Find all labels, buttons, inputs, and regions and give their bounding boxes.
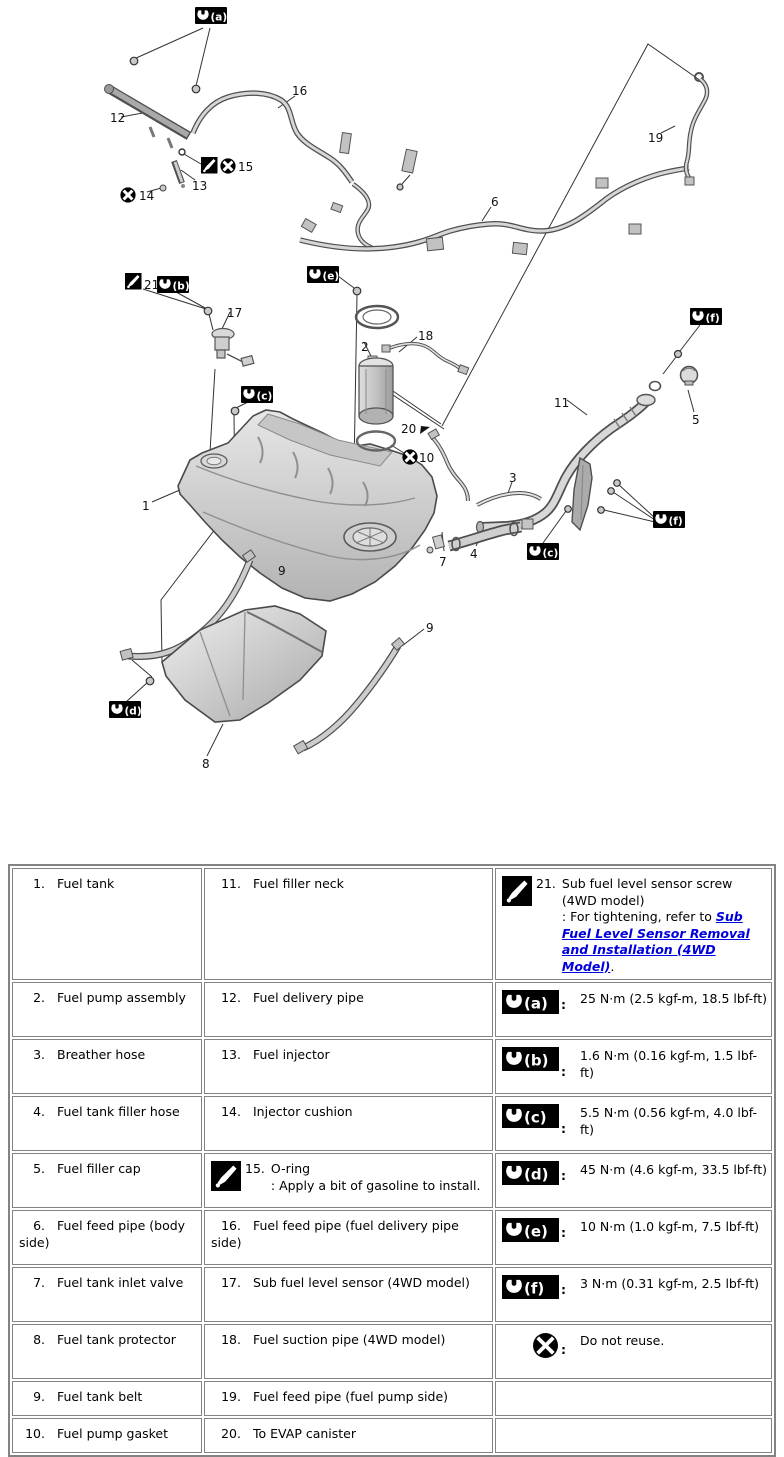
torque-letter: (b)	[524, 1051, 549, 1070]
part-cell-15	[204, 1153, 493, 1208]
torque-letter: (e)	[322, 270, 340, 283]
part-cell-6	[12, 1210, 202, 1265]
item-text: Breather hose	[57, 1047, 146, 1062]
table-row	[12, 1418, 772, 1453]
torque-letter: (a)	[210, 11, 228, 24]
torque-spec: 25 N·m (2.5 kgf-m, 18.5 lbf-ft)	[580, 991, 768, 1006]
part-cell-18	[204, 1324, 493, 1379]
note-text	[562, 876, 767, 975]
part-cell-7	[12, 1267, 202, 1322]
part-label-5: 5	[692, 413, 700, 427]
part-label-13: 13	[192, 179, 208, 193]
part-cell-14	[204, 1096, 493, 1151]
item-text: Fuel tank inlet valve	[57, 1275, 184, 1290]
table-row	[12, 1153, 772, 1208]
part-label-7: 7	[439, 555, 447, 569]
torque-letter: (e)	[524, 1222, 548, 1241]
part-label-4: 4	[470, 547, 478, 561]
item-text: Fuel delivery pipe	[253, 990, 364, 1005]
hose-clamp-icon	[650, 382, 661, 391]
fuel-suction-pipe-shape	[382, 344, 469, 375]
do-not-reuse-icon	[532, 1332, 559, 1359]
part-label-6: 6	[491, 195, 499, 209]
part-cell-16	[204, 1210, 493, 1265]
item-number: 8.	[33, 1332, 45, 1347]
part-label-9: 9	[278, 564, 286, 578]
part-label-15: 15	[238, 160, 254, 174]
torque-wrench-badge-c	[502, 1104, 559, 1128]
torque-cell-d	[495, 1153, 772, 1208]
torque-letter: (f)	[705, 312, 720, 325]
fuel-filler-cap-shape	[681, 367, 698, 386]
torque-badge-b	[157, 276, 190, 293]
torque-wrench-badge-b	[502, 1047, 559, 1071]
torque-cell-a	[495, 982, 772, 1037]
item-number: 12.	[221, 990, 241, 1005]
table-row	[12, 868, 772, 980]
part-cell-11	[204, 868, 493, 980]
torque-cell-c	[495, 1096, 772, 1151]
part-cell-12	[204, 982, 493, 1037]
torque-badge-f1	[690, 308, 722, 325]
note-cell-21	[495, 868, 772, 980]
item-number: 6.	[33, 1218, 45, 1233]
torque-letter: (c)	[524, 1108, 547, 1127]
item-number: 5.	[33, 1161, 45, 1176]
item-number: 17.	[221, 1275, 241, 1290]
torque-badge-c1	[241, 386, 273, 403]
torque-spec: 45 N·m (4.6 kgf-m, 33.5 lbf-ft)	[580, 1162, 768, 1177]
torque-letter: (d)	[124, 705, 142, 718]
item-text: Fuel tank filler hose	[57, 1104, 180, 1119]
part-label-17: 17	[227, 306, 243, 320]
note-line: : Apply a bit of gasoline to install.	[270, 1177, 481, 1193]
note-suffix: .	[610, 958, 615, 974]
colon: :	[561, 1120, 566, 1136]
torque-letter: (c)	[256, 390, 273, 403]
item-text: Fuel feed pipe (fuel delivery pipe side)	[211, 1218, 459, 1250]
part-label-18: 18	[418, 329, 434, 343]
item-text: Fuel feed pipe (body side)	[19, 1218, 186, 1250]
sub-fuel-level-sensor-link[interactable]: Sub Fuel Level Sensor Removal and Installation (4WD Model)	[561, 909, 750, 974]
torque-cell-e	[495, 1210, 772, 1265]
torque-badge-c2	[527, 543, 559, 560]
sealant-icon	[211, 1161, 241, 1191]
colon: :	[561, 1224, 566, 1240]
torque-spec: 3 N·m (0.31 kgf-m, 2.5 lbf-ft)	[580, 1276, 760, 1291]
item-number: 19.	[221, 1389, 241, 1404]
colon: :	[561, 1167, 566, 1183]
item-text: To EVAP canister	[253, 1426, 357, 1441]
part-cell-10	[12, 1418, 202, 1453]
fuel-tank-protector-shape	[162, 606, 326, 722]
item-text: Fuel pump gasket	[57, 1426, 168, 1441]
do-not-reuse-icon	[402, 449, 417, 464]
note-prefix: : For tightening, refer to	[561, 909, 716, 924]
table-row	[12, 1267, 772, 1322]
breather-hose-shape	[477, 493, 541, 505]
empty-cell	[495, 1381, 772, 1416]
part-label-3: 3	[509, 471, 517, 485]
colon: :	[561, 1341, 566, 1357]
item-text: Fuel filler neck	[253, 876, 344, 891]
part-label-19: 19	[648, 131, 664, 145]
torque-wrench-badge-d	[502, 1161, 559, 1185]
item-number: 20.	[221, 1426, 241, 1441]
item-number: 14.	[221, 1104, 241, 1119]
item-text: Fuel pump assembly	[57, 990, 186, 1005]
colon: :	[561, 996, 566, 1012]
fuel-tank-shape	[178, 410, 437, 601]
torque-letter: (c)	[542, 547, 559, 560]
part-cell-9	[12, 1381, 202, 1416]
part-label-20: 20	[401, 422, 417, 436]
part-label-2: 2	[361, 340, 369, 354]
part-label-14: 14	[139, 189, 155, 203]
table-row	[12, 1039, 772, 1094]
torque-spec: 10 N·m (1.0 kgf-m, 7.5 lbf-ft)	[580, 1219, 760, 1234]
part-label-11: 11	[554, 396, 570, 410]
torque-badge-e	[307, 266, 339, 283]
do-not-reuse-icon	[120, 187, 135, 202]
part-cell-1	[12, 868, 202, 980]
torque-wrench-badge-f	[502, 1275, 559, 1299]
do-not-reuse-icon	[220, 158, 235, 173]
torque-cell-b	[495, 1039, 772, 1094]
item-text: Fuel tank belt	[57, 1389, 143, 1404]
item-text: Fuel tank	[57, 876, 115, 891]
table-row	[12, 1324, 772, 1379]
part-cell-3	[12, 1039, 202, 1094]
colon: :	[561, 1063, 566, 1079]
part-cell-5	[12, 1153, 202, 1208]
torque-spec: 5.5 N·m (0.56 kgf-m, 4.0 lbf-ft)	[580, 1105, 758, 1137]
note-line: O-ring	[270, 1161, 311, 1176]
torque-wrench-badge-e	[502, 1218, 559, 1242]
item-number: 1.	[33, 876, 45, 891]
o-ring-shape	[179, 149, 185, 155]
torque-wrench-badge-a	[502, 990, 559, 1014]
note-line	[562, 909, 767, 975]
part-label-8: 8	[202, 757, 210, 771]
torque-badge-a	[195, 7, 227, 24]
note-text: Do not reuse.	[580, 1333, 665, 1348]
item-number: 16.	[221, 1218, 241, 1233]
torque-letter: (d)	[524, 1165, 549, 1184]
part-cell-8	[12, 1324, 202, 1379]
item-number: 13.	[221, 1047, 241, 1062]
fuel-feed-pipe-delivery-side-shape	[193, 93, 375, 249]
table-row	[12, 1381, 772, 1416]
part-label-10: 10	[419, 451, 435, 465]
item-number: 21.	[536, 876, 556, 891]
torque-letter: (f)	[668, 515, 683, 528]
item-text: Fuel feed pipe (fuel pump side)	[253, 1389, 449, 1404]
item-text: Fuel injector	[253, 1047, 330, 1062]
colon: :	[561, 1281, 566, 1297]
note-cell-do-not-reuse	[495, 1324, 772, 1379]
torque-letter: (f)	[524, 1279, 545, 1298]
item-text: Fuel tank protector	[57, 1332, 176, 1347]
torque-letter: (a)	[524, 994, 548, 1013]
fuel-pump-assembly-shape	[356, 306, 398, 424]
item-number: 18.	[221, 1332, 241, 1347]
fuel-injector-shape	[174, 161, 185, 188]
part-label-12: 12	[110, 111, 126, 125]
item-text: Fuel suction pipe (4WD model)	[253, 1332, 446, 1347]
item-number: 10.	[25, 1426, 45, 1441]
sub-fuel-level-sensor-shape	[212, 329, 254, 367]
item-number: 3.	[33, 1047, 45, 1062]
note-text	[271, 1161, 488, 1194]
fuel-tank-inlet-valve-shape	[427, 535, 444, 553]
part-cell-19	[204, 1381, 493, 1416]
item-number: 9.	[33, 1389, 45, 1404]
torque-letter: (b)	[172, 280, 190, 293]
item-number: 2.	[33, 990, 45, 1005]
table-row	[12, 1096, 772, 1151]
item-number: 11.	[221, 876, 241, 891]
torque-spec: 1.6 N·m (0.16 kgf-m, 1.5 lbf-ft)	[580, 1048, 758, 1080]
sealant-icon	[502, 876, 532, 906]
table-row	[12, 982, 772, 1037]
torque-badge-d	[109, 701, 142, 718]
note-line: Sub fuel level sensor screw (4WD model)	[561, 876, 733, 908]
part-cell-17	[204, 1267, 493, 1322]
empty-cell	[495, 1418, 772, 1453]
injector-cushion-shape	[160, 185, 166, 191]
part-cell-4	[12, 1096, 202, 1151]
part-label-21: 21	[144, 278, 160, 292]
part-cell-13	[204, 1039, 493, 1094]
part-cell-20	[204, 1418, 493, 1453]
torque-cell-f	[495, 1267, 772, 1322]
item-number: 7.	[33, 1275, 45, 1290]
part-label-9: 9	[426, 621, 434, 635]
part-cell-2	[12, 982, 202, 1037]
part-label-16: 16	[292, 84, 308, 98]
item-text: Fuel filler cap	[57, 1161, 141, 1176]
sealant-icon	[201, 157, 218, 174]
item-number: 4.	[33, 1104, 45, 1119]
item-number: 15.	[245, 1161, 265, 1176]
part-label-1: 1	[142, 499, 150, 513]
parts-table	[8, 864, 776, 1457]
table-row	[12, 1210, 772, 1265]
torque-badge-f2	[653, 511, 685, 528]
sealant-icon	[125, 273, 142, 290]
item-text: Sub fuel level sensor (4WD model)	[253, 1275, 470, 1290]
item-text: Injector cushion	[253, 1104, 353, 1119]
